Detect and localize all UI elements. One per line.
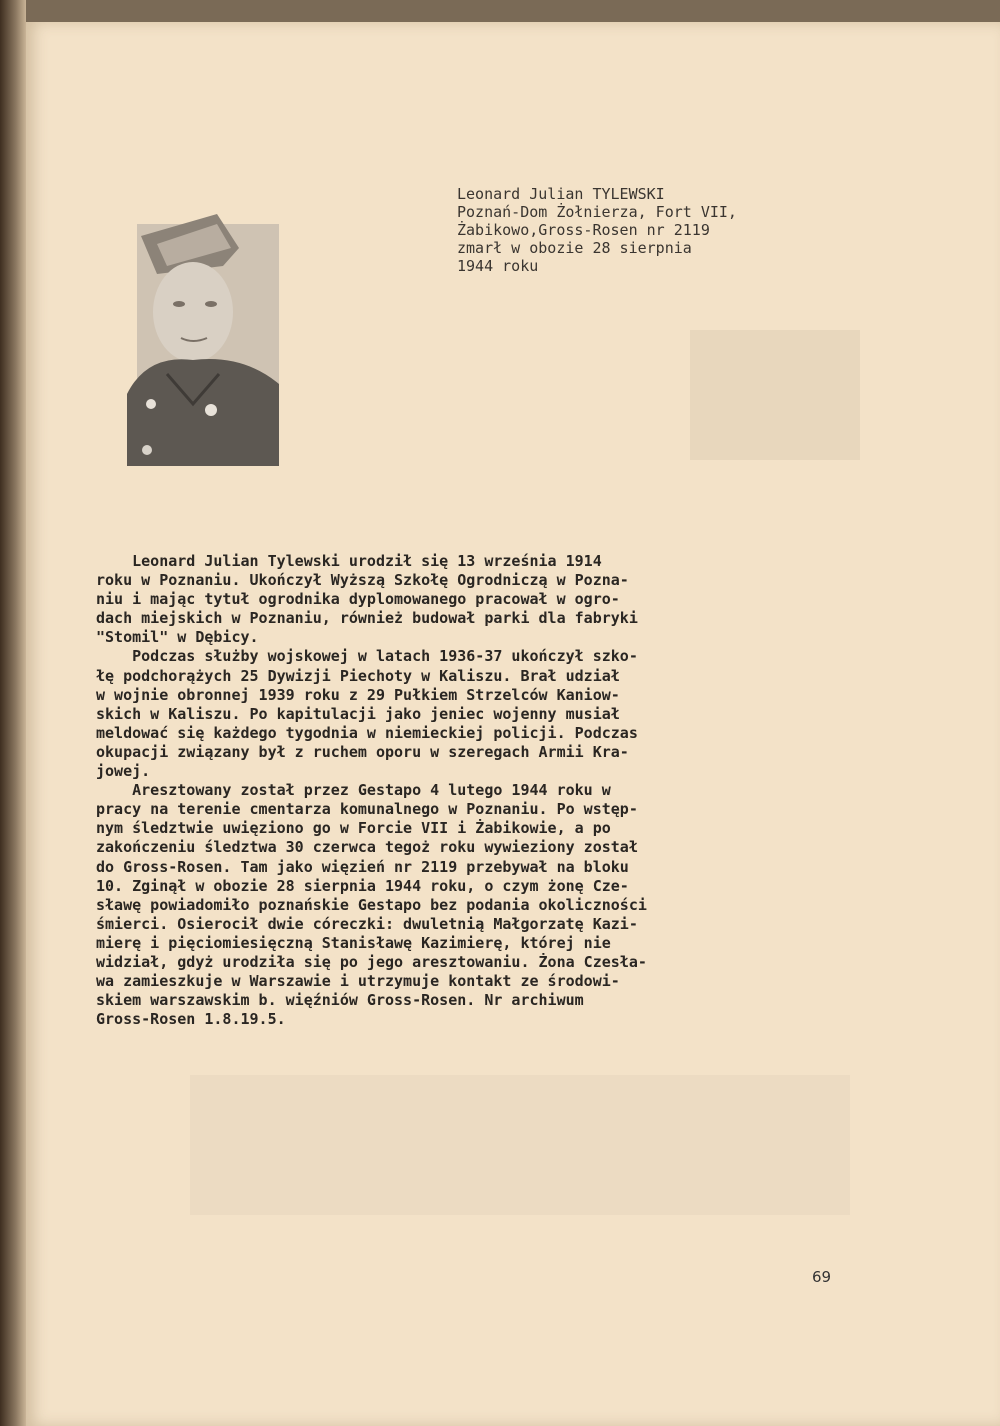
caption-name: Leonard Julian TYLEWSKI [457,185,665,203]
text-line: w wojnie obronnej 1939 roku z 29 Pułkiem Strzelców Kaniow- [96,685,620,704]
text-line: do Gross-Rosen. Tam jako więzień nr 2119 przebywał na bloku [96,857,629,876]
text-line: nym śledztwie uwięziono go w Forcie VII i Żabikowie, a po [96,819,611,838]
text-line: okupacji związany był z ruchem oporu w szeregach Armii Kra- [96,742,629,761]
text-line: wa zamieszkuje w Warszawie i utrzymuje kontakt ze środowi- [96,972,620,991]
text-line: "Stomil" w Dębicy. [96,628,259,647]
caption-line: Żabikowo,Gross-Rosen nr 2119 [457,221,710,239]
text-line: pracy na terenie cmentarza komunalnego w Poznaniu. Po wstęp- [96,800,638,819]
text-line: Gross-Rosen 1.8.19.5. [96,1010,286,1029]
text-line: widział, gdyż urodziła się po jego aresztowaniu. Żona Czesła- [96,952,647,971]
caption-line: zmarł w obozie 28 sierpnia [457,239,692,257]
portrait-photo-icon [127,214,279,466]
page-number: 69 [812,1268,832,1286]
text-line: dach miejskich w Poznaniu, również budował parki dla fabryki [96,609,638,628]
text-line: sławę powiadomiło poznańskie Gestapo bez podania okoliczności [96,895,647,914]
text-line: Aresztowany został przez Gestapo 4 lutego 1944 roku w [96,781,611,800]
text-line: Podczas służby wojskowej w latach 1936-37 ukończył szko- [96,647,638,666]
text-line: meldować się każdego tygodnia w niemieckiej policji. Podczas [96,723,638,742]
text-line: łę podchorążych 25 Dywizji Piechoty w Kaliszu. Brał udział [96,666,620,685]
text-line: śmierci. Osierocił dwie córeczki: dwuletnią Małgorzatę Kazi- [96,914,638,933]
show-through-block [690,330,860,460]
book-binding-edge [0,0,26,1426]
text-line: skiem warszawskim b. więźniów Gross-Rosen. Nr archiwum [96,991,584,1010]
photo-caption [457,185,877,275]
text-line: 10. Zginął w obozie 28 sierpnia 1944 roku, o czym żonę Cze- [96,876,629,895]
text-line: Leonard Julian Tylewski urodził się 13 września 1914 [96,552,602,570]
text-line: roku w Poznaniu. Ukończył Wyższą Szkołę Ogrodniczą w Pozna- [96,571,629,590]
text-line: zakończeniu śledztwa 30 czerwca tegoż roku wywieziony został [96,838,638,857]
text-line: jowej. [96,762,151,781]
text-line: mierę i pięciomiesięczną Stanisławę Kazimierę, której nie [96,933,611,952]
caption-line: 1944 roku [457,257,539,275]
text-line: skich w Kaliszu. Po kapitulacji jako jeniec wojenny musiał [96,704,620,723]
text-line: niu i mając tytuł ogrodnika dyplomowanego pracował w ogro- [96,590,620,609]
show-through-lines [190,1075,850,1215]
biography-text [96,552,856,1029]
caption-line: Poznań-Dom Żołnierza, Fort VII, [457,203,737,221]
